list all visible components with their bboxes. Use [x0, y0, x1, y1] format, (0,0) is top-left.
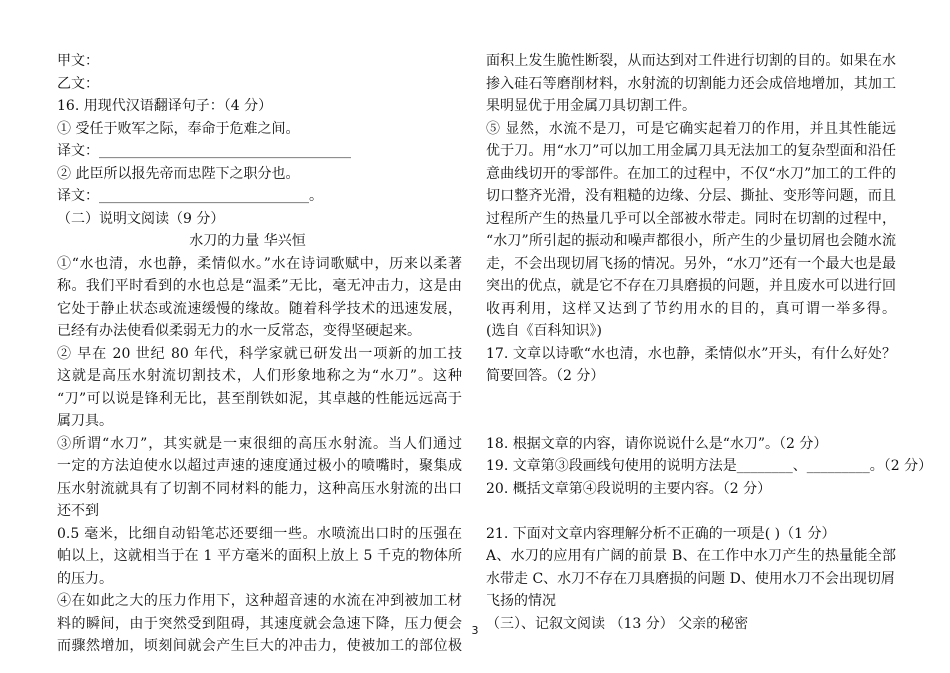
question-18: 18. 根据文章的内容，请你说说什么是“水刀”。（2 分）: [486, 435, 828, 452]
question-21-options-continued: 水带走 C、水刀不存在刀具磨损的问题 D、使用水刀不会出现切屑: [486, 570, 895, 587]
question-17-continued: 简要回答。（2 分）: [486, 368, 605, 384]
question-21-options: A、水刀的应用有广阔的前景 B、在工作中水刀产生的热量能全部: [486, 548, 896, 564]
paragraph-line: “刀”可以说是锋利无比，甚至削铁如泥，其卓越的性能远远高于: [57, 390, 462, 407]
paragraph-line: “水刀”所引起的振动和噪声都很小，所产生的少量切屑也会随水流: [486, 233, 896, 249]
paragraph-line: 一定的方法迫使水以超过声速的速度通过极小的喷嘴时，聚集成: [57, 458, 462, 474]
source-note: (选自《百科知识》): [486, 323, 602, 339]
paragraph-line: 料的瞬间，由于突然受到阻碍，其速度就会急速下降，压力便会: [57, 615, 462, 632]
paragraph-line: 果明显优于用金属刀具切割工件。: [486, 98, 696, 114]
question-21-options-end: 飞扬的情况: [486, 593, 556, 609]
label-jiawen: 甲文：: [57, 53, 99, 69]
paragraph-line: 过程所产生的热量几乎可以全部被水带走。同时在切割的过程中，: [486, 210, 896, 227]
paragraph-line: 意曲线切开的零部件。在加工的过程中，不仅“水刀”加工的工件的: [486, 165, 896, 182]
translation-blank-1: 译文：____________________________________: [57, 143, 351, 159]
question-17: 17. 文章以诗歌“水也清，水也静，柔情似水”开头，有什么好处？: [486, 345, 896, 362]
paragraph-line: 还不到: [57, 503, 99, 519]
paragraph-line: ⑤ 显然，水流不是刀，可是它确实起着刀的作用，并且其性能远: [486, 120, 896, 137]
paragraph-line: 面积上发生脆性断裂，从而达到对工件进行切割的目的。如果在水: [486, 53, 896, 69]
sentence-1: ① 受任于败军之际，奉命于危难之间。: [57, 120, 300, 137]
sentence-2: ② 此臣所以报先帝而忠陛下之职分也。: [57, 165, 300, 182]
paragraph-line: 0.5 毫米，比细自动铅笔芯还要细一些。水喷流出口时的压强在: [57, 525, 462, 542]
question-19: 19. 文章第③段画线句使用的说明方法是________、_________。（2 分）: [486, 458, 933, 474]
section-heading-narrative: （三）、记叙文阅读 （13 分） 父亲的秘密: [486, 615, 749, 632]
paragraph-line: 这就是高压水射流切割技术，人们形象地称之为“水刀”。这种: [57, 368, 462, 384]
paragraph-line: ④在如此之大的压力作用下，这种超音速的水流在冲到被加工材: [57, 593, 462, 609]
paragraph-line: ①“水也清，水也静，柔情似水。”水在诗词歌赋中，历来以柔著: [57, 255, 462, 272]
answer-space: [486, 388, 896, 433]
paragraph-line: 切口整齐光滑，没有粗糙的边缘、分层、撕扯、变形等问题，而且: [486, 188, 896, 204]
paragraph-line: 的压力。: [57, 570, 113, 587]
paragraph-line: 它处于静止状态或流速缓慢的缘故。随着科学技术的迅速发展，: [57, 300, 462, 317]
paragraph-line: 称。我们平时看到的水也总是“温柔”无比，毫无冲击力，这是由: [57, 278, 462, 294]
paragraph-line: ② 早在 20 世纪 80 年代，科学家就已研发出一项新的加工技: [57, 345, 462, 362]
paragraph-line: 掺入硅石等磨削材料，水射流的切割能力还会成倍地增加，其加工: [486, 75, 896, 92]
paragraph-line: 而骤然增加，顷刻间就会产生巨大的冲击力，使被加工的部位极: [57, 638, 462, 654]
right-column: [486, 50, 933, 635]
paragraph-line: 压水射流就具有了切割不同材料的能力，这种高压水射流的出口: [57, 480, 462, 497]
section-heading-expository: （二）说明文阅读（9 分）: [57, 210, 225, 227]
question-20: 20. 概括文章第④段说明的主要内容。（2 分）: [486, 480, 772, 497]
article-title: 水刀的力量 华兴恒: [189, 233, 306, 249]
paragraph-line: 已经有办法使看似柔弱无力的水一反常态，变得坚硬起来。: [57, 323, 421, 339]
paragraph-line: 收再利用，这样又达到了节约用水的目的，真可谓一举多得。: [486, 300, 896, 317]
left-column: [57, 50, 462, 658]
page-number: 3: [471, 624, 479, 637]
question-16: 16. 用现代汉语翻译句子：（4 分）: [57, 98, 273, 114]
paragraph-line: 走，不会出现切屑飞扬的情况。另外，“水刀”还有一个最大也是最: [486, 255, 896, 272]
paragraph-line: 属刀具。: [57, 413, 113, 429]
label-yiwen: 乙文：: [57, 75, 99, 92]
paragraph-line: ③所谓“水刀”，其实就是一束很细的高压水射流。当人们通过: [57, 435, 462, 452]
translation-blank-2: 译文：______________________________。: [57, 188, 323, 204]
paragraph-line: 优于刀。用“水刀”可以加工用金属刀具无法加工的复杂型面和沿任: [486, 143, 896, 159]
paragraph-line: 突出的优点，就是它不存在刀具磨损的问题，并且废水可以进行回: [486, 278, 896, 294]
answer-space: [486, 500, 896, 523]
question-21: 21. 下面对文章内容理解分析不正确的一项是( )（1 分）: [486, 525, 836, 542]
paragraph-line: 帕以上，这就相当于在 1 平方毫米的面积上放上 5 千克的物体所: [57, 548, 462, 564]
